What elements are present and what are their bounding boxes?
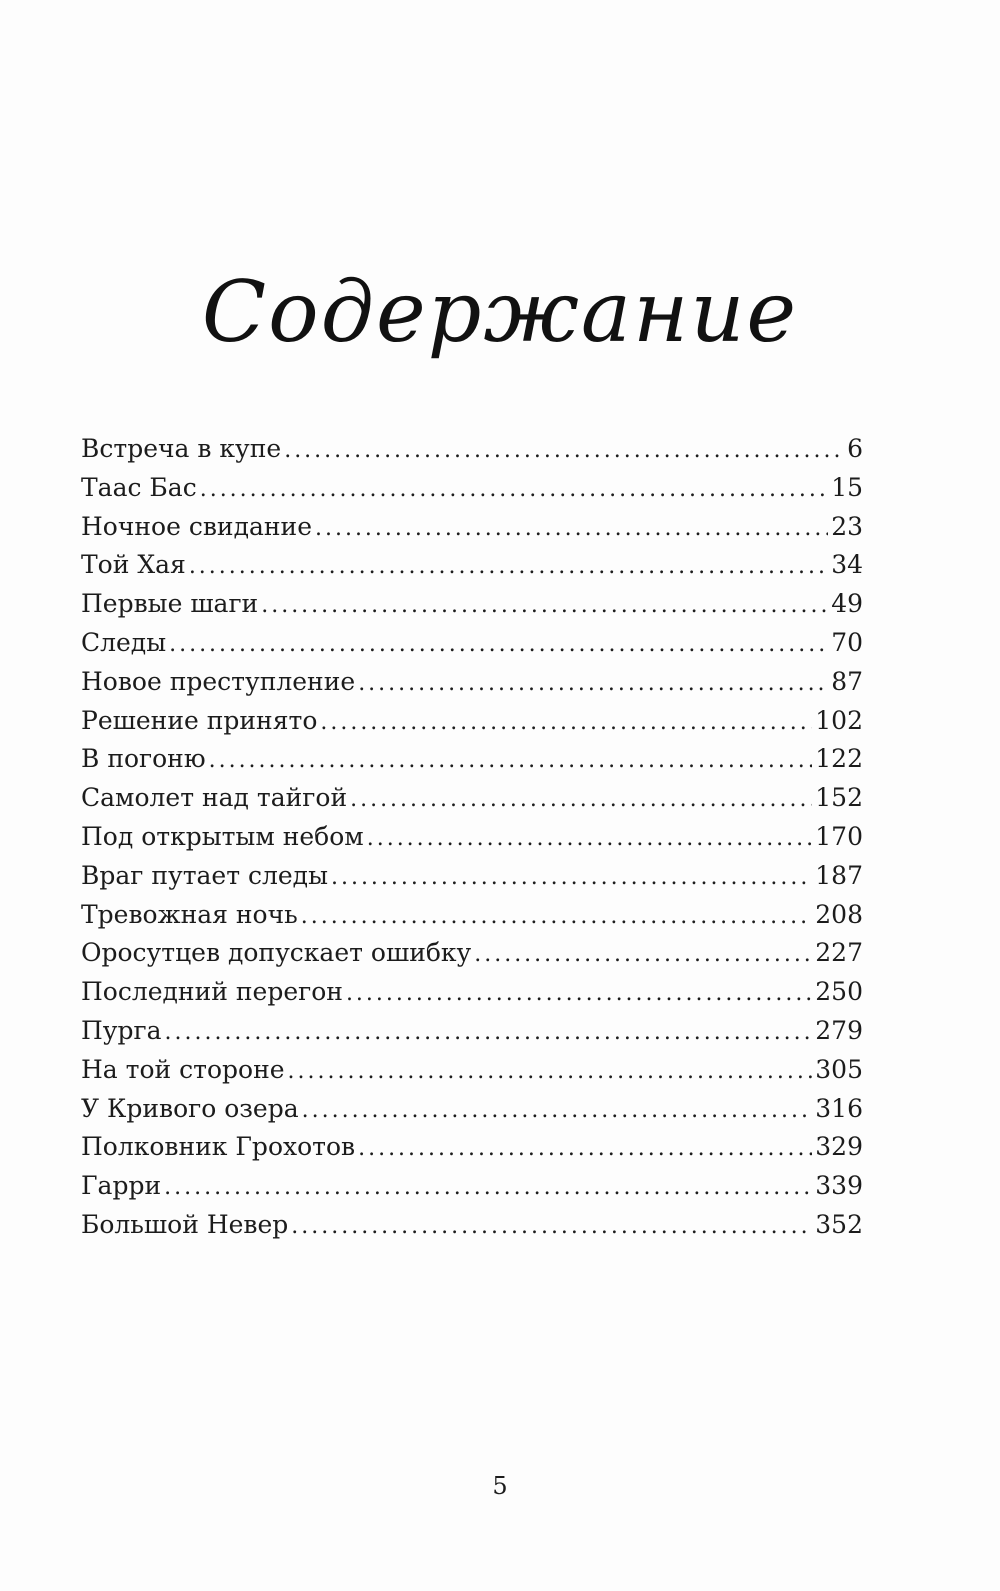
toc-entry <box>81 430 863 469</box>
toc-leader-dots <box>302 1090 813 1131</box>
toc-leader-dots <box>474 934 812 975</box>
toc-leader-dots <box>200 469 828 510</box>
toc-entry-title: Пурга <box>81 1015 162 1045</box>
toc-entry-page: 227 <box>815 938 863 968</box>
toc-leader-dots <box>209 740 813 781</box>
toc-entry-title: Встреча в купе <box>81 434 282 463</box>
toc-entry-title: Самолет над тайгой <box>81 783 348 813</box>
toc-leader-dots <box>301 896 813 937</box>
toc-entry-page: 6 <box>847 434 863 463</box>
toc-entry-page: 250 <box>815 977 863 1007</box>
toc-entry-title: Гарри <box>81 1171 162 1201</box>
toc-entry-title: Первые шаги <box>81 589 259 619</box>
toc-entry <box>81 585 863 624</box>
toc-entry-page: 34 <box>831 550 863 580</box>
toc-leader-dots <box>169 624 828 665</box>
toc-leader-dots <box>315 508 828 549</box>
toc-entry <box>81 508 863 547</box>
toc-entry-page: 316 <box>815 1093 863 1123</box>
toc-leader-dots <box>358 1128 812 1169</box>
toc-entry <box>81 740 863 779</box>
toc-entry-page: 305 <box>815 1054 863 1084</box>
toc-entry <box>81 663 863 702</box>
contents-heading: Содержание <box>201 263 799 362</box>
toc-entry-title: Новое преступление <box>81 666 356 696</box>
toc-leader-dots <box>331 857 812 898</box>
toc-entry-page: 23 <box>831 511 863 541</box>
toc-entry-page: 208 <box>815 899 863 929</box>
toc-entry-page: 122 <box>815 744 863 774</box>
page-number: 5 <box>492 1472 508 1500</box>
toc-leader-dots <box>165 1012 813 1053</box>
toc-entry-title: Тревожная ночь <box>81 899 298 929</box>
toc-entry <box>81 934 863 973</box>
toc-leader-dots <box>284 430 844 471</box>
toc-entry-page: 339 <box>815 1171 863 1201</box>
toc-entry-title: У Кривого озера <box>81 1093 299 1123</box>
toc-entry <box>81 779 863 818</box>
toc-entry-title: Той Хая <box>81 550 186 580</box>
toc-entry-title: Следы <box>81 627 167 657</box>
toc-entry-title: Полковник Грохотов <box>81 1132 356 1162</box>
toc-leader-dots <box>291 1206 812 1247</box>
toc-entry <box>81 624 863 663</box>
toc-entry-page: 49 <box>831 589 863 619</box>
toc-entry-page: 15 <box>831 472 863 502</box>
toc-entry-title: Враг путает следы <box>81 860 328 890</box>
toc-entry-title: Решение принято <box>81 705 318 735</box>
toc-leader-dots <box>346 973 812 1014</box>
toc-entry <box>81 546 863 585</box>
table-of-contents <box>81 430 863 1245</box>
toc-entry <box>81 702 863 741</box>
toc-entry <box>81 896 863 935</box>
toc-entry-page: 352 <box>815 1209 863 1239</box>
toc-entry-page: 87 <box>831 666 863 696</box>
toc-entry <box>81 1206 863 1245</box>
toc-leader-dots <box>288 1051 813 1092</box>
toc-entry-page: 170 <box>815 821 863 851</box>
toc-entry-page: 329 <box>815 1132 863 1162</box>
toc-leader-dots <box>367 818 813 859</box>
toc-entry-page: 187 <box>815 860 863 890</box>
toc-entry <box>81 973 863 1012</box>
toc-entry-title: Ночное свидание <box>81 511 312 541</box>
toc-entry-title: Последний перегон <box>81 977 343 1007</box>
toc-leader-dots <box>261 585 828 626</box>
toc-entry-title: Таас Бас <box>81 472 197 502</box>
toc-entry <box>81 1012 863 1051</box>
toc-entry <box>81 857 863 896</box>
toc-entry-page: 102 <box>815 705 863 735</box>
toc-entry-title: В погоню <box>81 744 206 774</box>
toc-entry-title: Под открытым небом <box>81 821 364 851</box>
toc-entry-title: Большой Невер <box>81 1209 289 1239</box>
toc-leader-dots <box>189 546 828 587</box>
toc-entry-title: На той стороне <box>81 1054 285 1084</box>
toc-leader-dots <box>358 663 828 704</box>
toc-entry-page: 70 <box>831 627 863 657</box>
toc-leader-dots <box>164 1167 812 1208</box>
toc-entry <box>81 1090 863 1129</box>
toc-entry <box>81 1128 863 1167</box>
toc-entry-page: 152 <box>815 783 863 813</box>
toc-entry-page: 279 <box>815 1015 863 1045</box>
toc-leader-dots <box>320 702 812 743</box>
toc-entry <box>81 469 863 508</box>
toc-leader-dots <box>350 779 812 820</box>
toc-entry <box>81 1167 863 1206</box>
toc-entry-title: Оросутцев допускает ошибку <box>81 938 472 968</box>
toc-entry <box>81 818 863 857</box>
toc-entry <box>81 1051 863 1090</box>
